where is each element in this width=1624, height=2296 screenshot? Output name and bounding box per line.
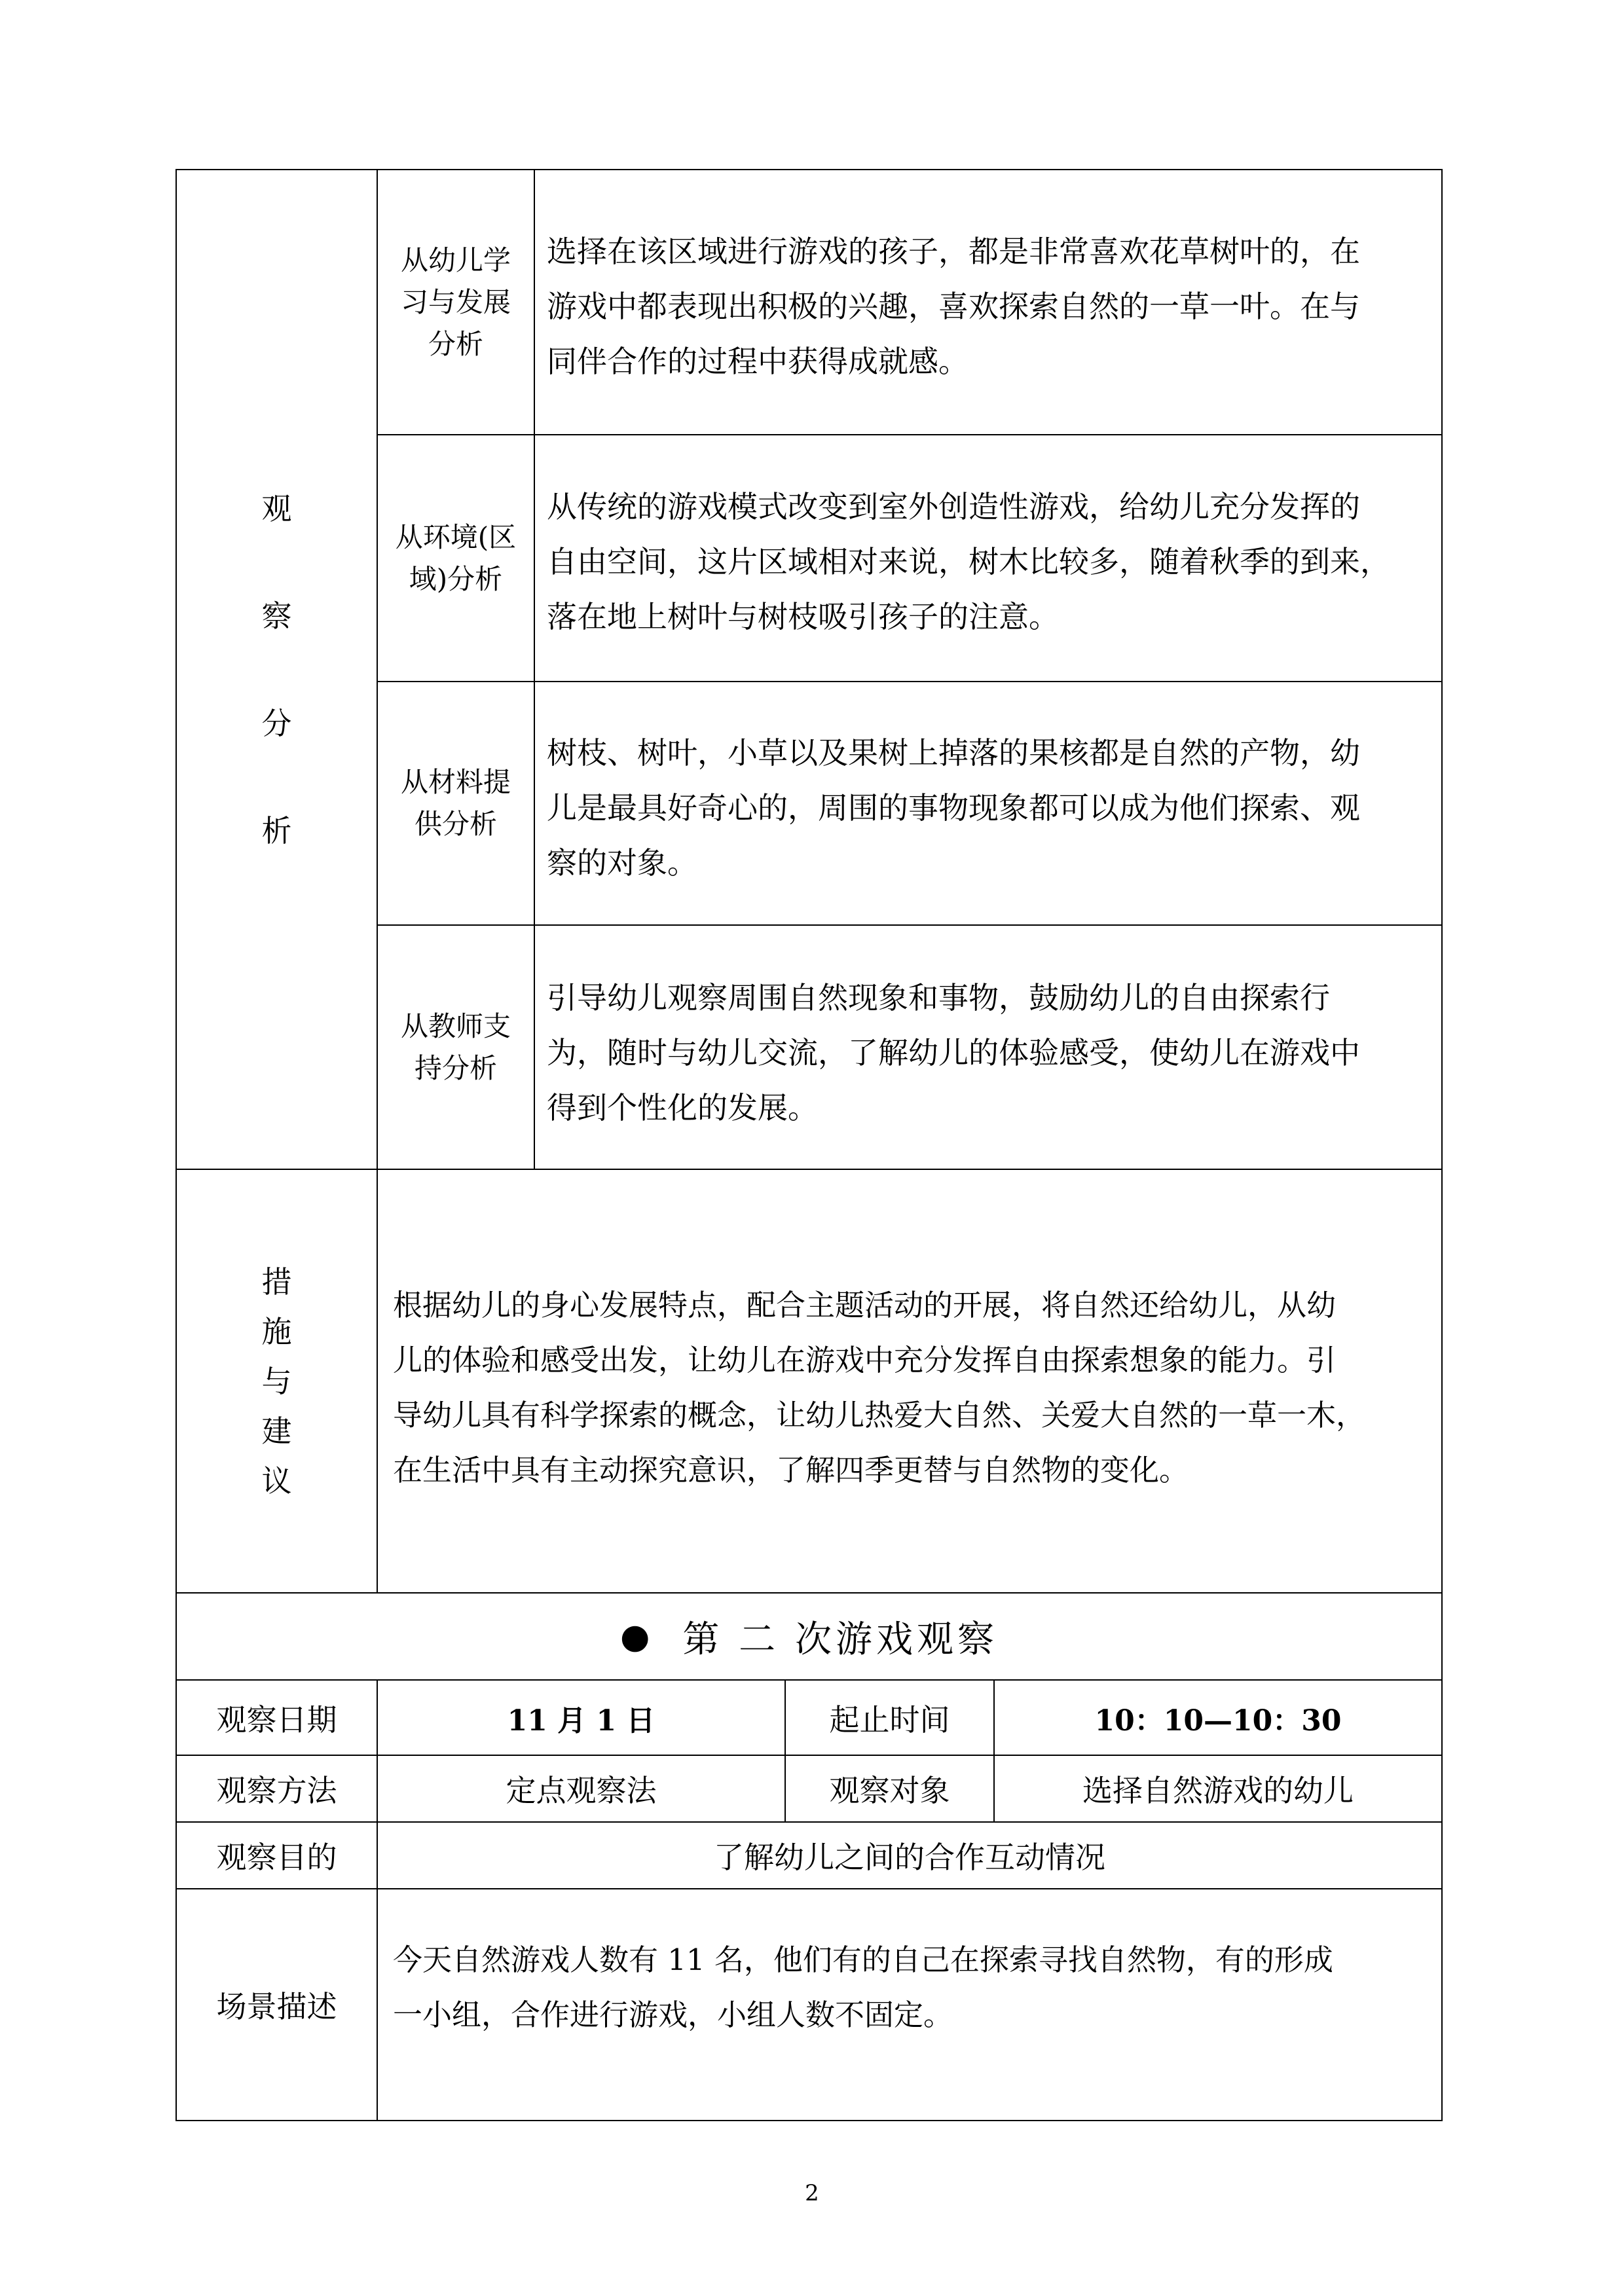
text-line: 一小组，合作进行游戏，小组人数不固定。 [393,1997,953,2032]
text-line: 引导幼儿观察周围自然现象和事物，鼓励幼儿的自由探索行 [547,980,1330,1015]
analysis-row-label-line: 从教师支 [400,1010,511,1042]
target-label: 观察对象 [829,1773,950,1808]
analysis-row-text [547,479,1431,644]
measures-label-char: 议 [261,1463,292,1499]
analysis-row-label-line: 供分析 [414,808,497,840]
measures-section-label [177,1170,377,1592]
method-label: 观察方法 [216,1773,337,1808]
analysis-row-text [547,224,1431,389]
measures-label-char: 措 [261,1264,292,1300]
text-line: 选择在该区域进行游戏的孩子，都是非常喜欢花草树叶的，在 [547,234,1360,269]
time-value: 10：10—10：30 [1094,1704,1342,1738]
analysis-row-label-line: 习与发展 [400,285,511,318]
purpose-label: 观察目的 [216,1840,337,1875]
text-line: 树枝、树叶，小草以及果树上掉落的果核都是自然的产物，幼 [547,735,1360,771]
analysis-row-label-line: 分析 [428,327,483,360]
text-line: 今天自然游戏人数有 11 名，他们有的自己在探索寻找自然物，有的形成 [393,1942,1333,1977]
text-line: 落在地上树叶与树枝吸引孩子的注意。 [547,599,1059,634]
scene-label: 场景描述 [216,1989,337,2024]
text-line: 自由空间，这片区域相对来说，树木比较多，随着秋季的到来， [547,544,1390,579]
text-line: 儿的体验和感受出发，让幼儿在游戏中充分发挥自由探索想象的能力。引 [393,1343,1337,1377]
page-number: 2 [805,2180,819,2206]
analysis-section-label [177,170,377,1169]
measures-text [393,1278,1434,1498]
text-line: 为，随时与幼儿交流，了解幼儿的体验感受，使幼儿在游戏中 [547,1035,1360,1070]
analysis-row-label-line: 持分析 [414,1051,497,1084]
measures-label-char: 施 [261,1313,292,1349]
analysis-row-label [378,682,534,924]
text-line: 得到个性化的发展。 [547,1090,818,1125]
analysis-label-char: 析 [261,812,292,848]
analysis-row-label-line: 从环境(区 [395,520,517,553]
analysis-row-label-line: 从幼儿学 [400,244,511,276]
analysis-label-char: 观 [261,490,292,526]
date-label: 观察日期 [216,1702,337,1738]
analysis-row-text [547,725,1431,890]
measures-label-char: 与 [261,1363,292,1399]
date-value: 11 月 1 日 [507,1704,655,1738]
second-observation-header [177,1594,1441,1679]
bullet-icon: ● [620,1616,650,1656]
purpose-value: 了解幼儿之间的合作互动情况 [714,1840,1105,1875]
analysis-row-label [378,170,534,434]
text-line: 根据幼儿的身心发展特点，配合主题活动的开展，将自然还给幼儿，从幼 [393,1288,1337,1322]
analysis-row-label-line: 从材料提 [400,766,511,798]
analysis-label-char: 察 [261,598,292,634]
time-label: 起止时间 [829,1702,950,1738]
text-line: 同伴合作的过程中获得成就感。 [547,344,969,379]
text-line: 导幼儿具有科学探索的概念，让幼儿热爱大自然、关爱大自然的一草一木， [393,1398,1366,1432]
analysis-row-label [378,435,534,681]
measures-label-char: 建 [261,1413,292,1449]
text-line: 从传统的游戏模式改变到室外创造性游戏，给幼儿充分发挥的 [547,489,1360,524]
analysis-row-text [547,970,1431,1135]
analysis-row-label-line: 域)分析 [409,562,503,595]
section-title: 第 二 次游戏观察 [682,1618,998,1661]
text-line: 游戏中都表现出积极的兴趣，喜欢探索自然的一草一叶。在与 [547,289,1360,324]
text-line: 儿是最具好奇心的，周围的事物现象都可以成为他们探索、观 [547,790,1360,826]
target-value: 选择自然游戏的幼儿 [1082,1773,1354,1808]
analysis-label-char: 分 [261,705,292,741]
text-line: 察的对象。 [547,845,697,881]
method-value: 定点观察法 [506,1773,657,1808]
text-line: 在生活中具有主动探究意识，了解四季更替与自然物的变化。 [393,1453,1189,1487]
analysis-row-label [378,926,534,1169]
scene-text [393,1933,1434,2043]
